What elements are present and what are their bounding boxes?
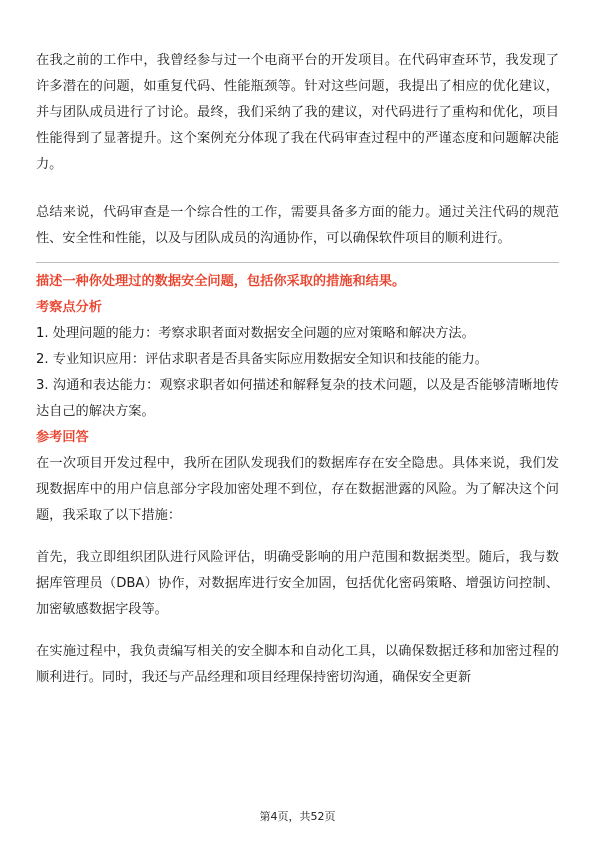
body-paragraph-case: 在我之前的工作中，我曾经参与过一个电商平台的开发项目。在代码审查环节，我发现了许多潜在的问题，如重复代码、性能瓶颈等。针对这些问题，我提出了相应的优化建议，并与团队成员进行了讨论。最终，我们采纳了我的建议，对代码进行了重构和优化，项目性能得到了显著提升。这个案例充分体现了我在代码审查过程中的严谨态度和问题解决能力。 <box>36 53 559 172</box>
answer-label: 参考回答 <box>36 430 89 445</box>
answer-paragraph-2: 首先，我立即组织团队进行风险评估，明确受影响的用户范围和数据类型。随后，我与数据库管理员（DBA）协作，对数据库进行安全加固，包括优化密码策略、增强访问控制、加密敏感数据字段等。 <box>36 550 559 617</box>
document-page <box>36 48 559 691</box>
question-heading: 描述一种你处理过的数据安全问题，包括你采取的措施和结果。 <box>36 274 406 289</box>
answer-paragraph-3: 在实施过程中，我负责编写相关的安全脚本和自动化工具，以确保数据迁移和加密过程的顺利进行。同时，我还与产品经理和项目经理保持密切沟通，确保安全更新 <box>36 644 559 685</box>
analysis-item-2: 2. 专业知识应用：评估求职者是否具备实际应用数据安全知识和技能的能力。 <box>36 352 488 367</box>
page-number-footer: 第4页，共52页 <box>259 810 336 823</box>
analysis-label: 考察点分析 <box>36 300 102 315</box>
spacer <box>36 178 559 200</box>
analysis-item-1: 1. 处理问题的能力：考察求职者面对数据安全问题的应对策略和解决方法。 <box>36 326 475 341</box>
body-paragraph-summary: 总结来说，代码审查是一个综合性的工作，需要具备多方面的能力。通过关注代码的规范性、安全性和性能，以及与团队成员的沟通协作，可以确保软件项目的顺利进行。 <box>36 205 559 246</box>
answer-paragraph-1: 在一次项目开发过程中，我所在团队发现我们的数据库存在安全隐患。具体来说，我们发现数据库中的用户信息部分字段加密处理不到位，存在数据泄露的风险。为了解决这个问题，我采取了以下措施： <box>36 456 559 523</box>
spacer <box>36 529 559 545</box>
section-divider <box>36 262 559 263</box>
spacer <box>36 623 559 639</box>
analysis-item-3: 3. 沟通和表达能力：观察求职者如何描述和解释复杂的技术问题，以及是否能够清晰地传达自己的解决方案。 <box>36 378 559 419</box>
